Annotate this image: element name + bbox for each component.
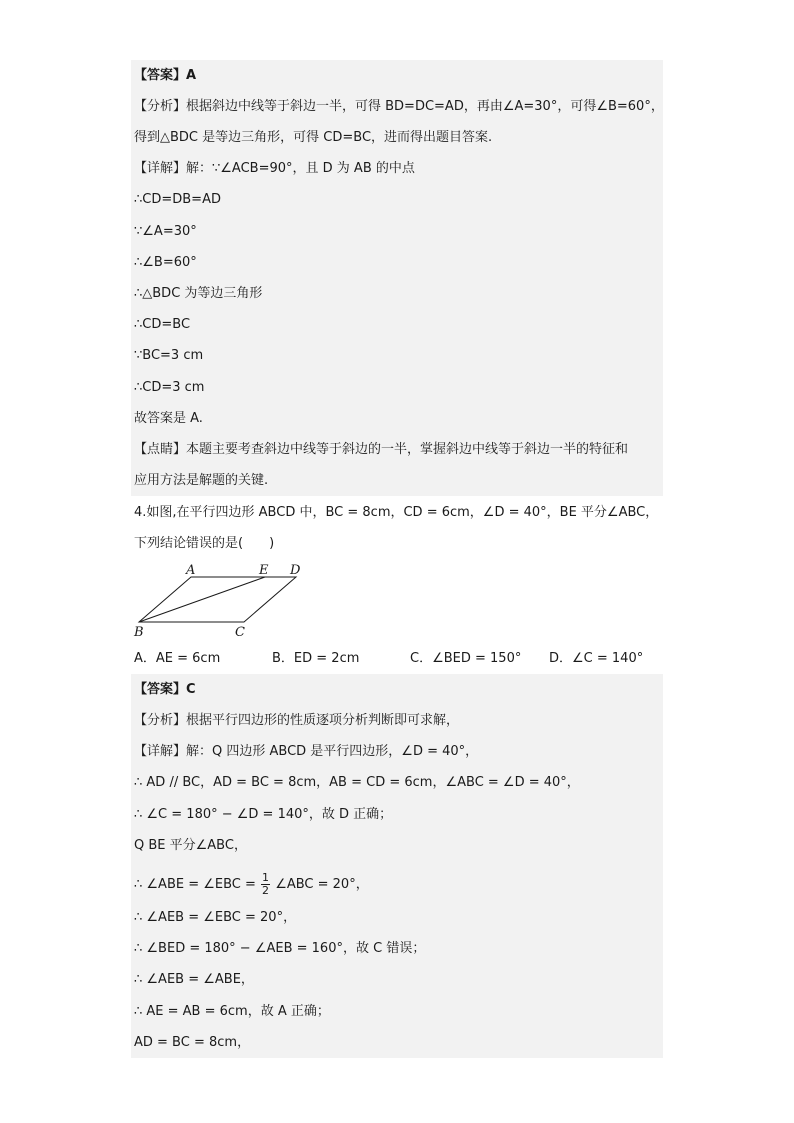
- step-line: ∵BC=3 cm: [134, 348, 204, 363]
- step-line: Q BE 平分∠ABC，: [134, 838, 247, 853]
- fraction-numerator: 1: [262, 871, 270, 884]
- segment-be: [139, 577, 265, 622]
- step-line: ∴ ∠BED = 180° − ∠AEB = 160°，故 C 错误；: [134, 941, 426, 956]
- step-line: ∴CD=BC: [134, 317, 191, 332]
- option-d: D．∠C = 140°: [549, 651, 644, 666]
- step-line: ∵∠A=30°: [134, 224, 197, 239]
- question-4-prompt: 下列结论错误的是( ): [134, 536, 275, 551]
- analysis-line-2: 得到△BDC 是等边三角形，可得 CD=BC，进而得出题目答案.: [134, 130, 493, 145]
- step-line: ∴ AE = AB = 6cm，故 A 正确；: [134, 1004, 330, 1019]
- vertex-label-d: D: [290, 563, 301, 578]
- step-line: ∴CD=3 cm: [134, 380, 205, 395]
- fraction-denominator: 2: [262, 884, 270, 897]
- answer-line: 【答案】A: [134, 68, 197, 83]
- option-b: B．ED = 2cm: [272, 651, 360, 666]
- step-line: ∴ ∠AEB = ∠EBC = 20°，: [134, 910, 297, 925]
- detail-line: 【详解】解：∵∠ACB=90°，且 D 为 AB 的中点: [134, 161, 415, 176]
- step-text: ∠ABC = 20°，: [275, 877, 369, 892]
- analysis-line: 【分析】根据平行四边形的性质逐项分析判断即可求解，: [134, 713, 460, 728]
- step-line: ∴ ∠C = 180° − ∠D = 140°，故 D 正确；: [134, 807, 393, 822]
- step-line: AD = BC = 8cm，: [134, 1035, 251, 1050]
- step-line: ∴△BDC 为等边三角形: [134, 286, 263, 301]
- parallelogram-figure: [131, 560, 311, 642]
- vertex-label-a: A: [186, 563, 196, 578]
- detail-line: 【详解】解：Q 四边形 ABCD 是平行四边形，∠D = 40°，: [134, 744, 479, 759]
- remark-line-1: 【点睛】本题主要考查斜边中线等于斜边的一半，掌握斜边中线等于斜边一半的特征和: [134, 442, 629, 457]
- step-line: ∴CD=DB=AD: [134, 192, 221, 207]
- question-4-stem: 4.如图,在平行四边形 ABCD 中，BC = 8cm，CD = 6cm，∠D = 40°，BE 平分∠ABC，: [134, 505, 659, 520]
- vertex-label-c: C: [235, 625, 245, 640]
- step-text: ∴ ∠ABE = ∠EBC =: [134, 877, 256, 892]
- solution-3-panel: [131, 60, 663, 496]
- option-a: A．AE = 6cm: [134, 651, 221, 666]
- solution-4-panel: [131, 674, 663, 1058]
- conclusion-line: 故答案是 A.: [134, 411, 203, 426]
- step-line: ∴∠B=60°: [134, 255, 197, 270]
- step-line-fraction: [134, 872, 369, 897]
- option-c: C．∠BED = 150°: [410, 651, 522, 666]
- vertex-label-b: B: [134, 625, 144, 640]
- parallelogram-abcd: [139, 577, 296, 622]
- step-line: ∴ ∠AEB = ∠ABE，: [134, 972, 254, 987]
- step-line: ∴ AD // BC，AD = BC = 8cm，AB = CD = 6cm，∠ABC = ∠D = 40°，: [134, 775, 580, 790]
- analysis-line-1: 【分析】根据斜边中线等于斜边一半，可得 BD=DC=AD，再由∠A=30°，可得∠B=60°，: [134, 99, 664, 114]
- remark-line-2: 应用方法是解题的关键.: [134, 473, 269, 488]
- answer-line: 【答案】C: [134, 682, 196, 697]
- vertex-label-e: E: [259, 563, 269, 578]
- fraction: [261, 872, 270, 897]
